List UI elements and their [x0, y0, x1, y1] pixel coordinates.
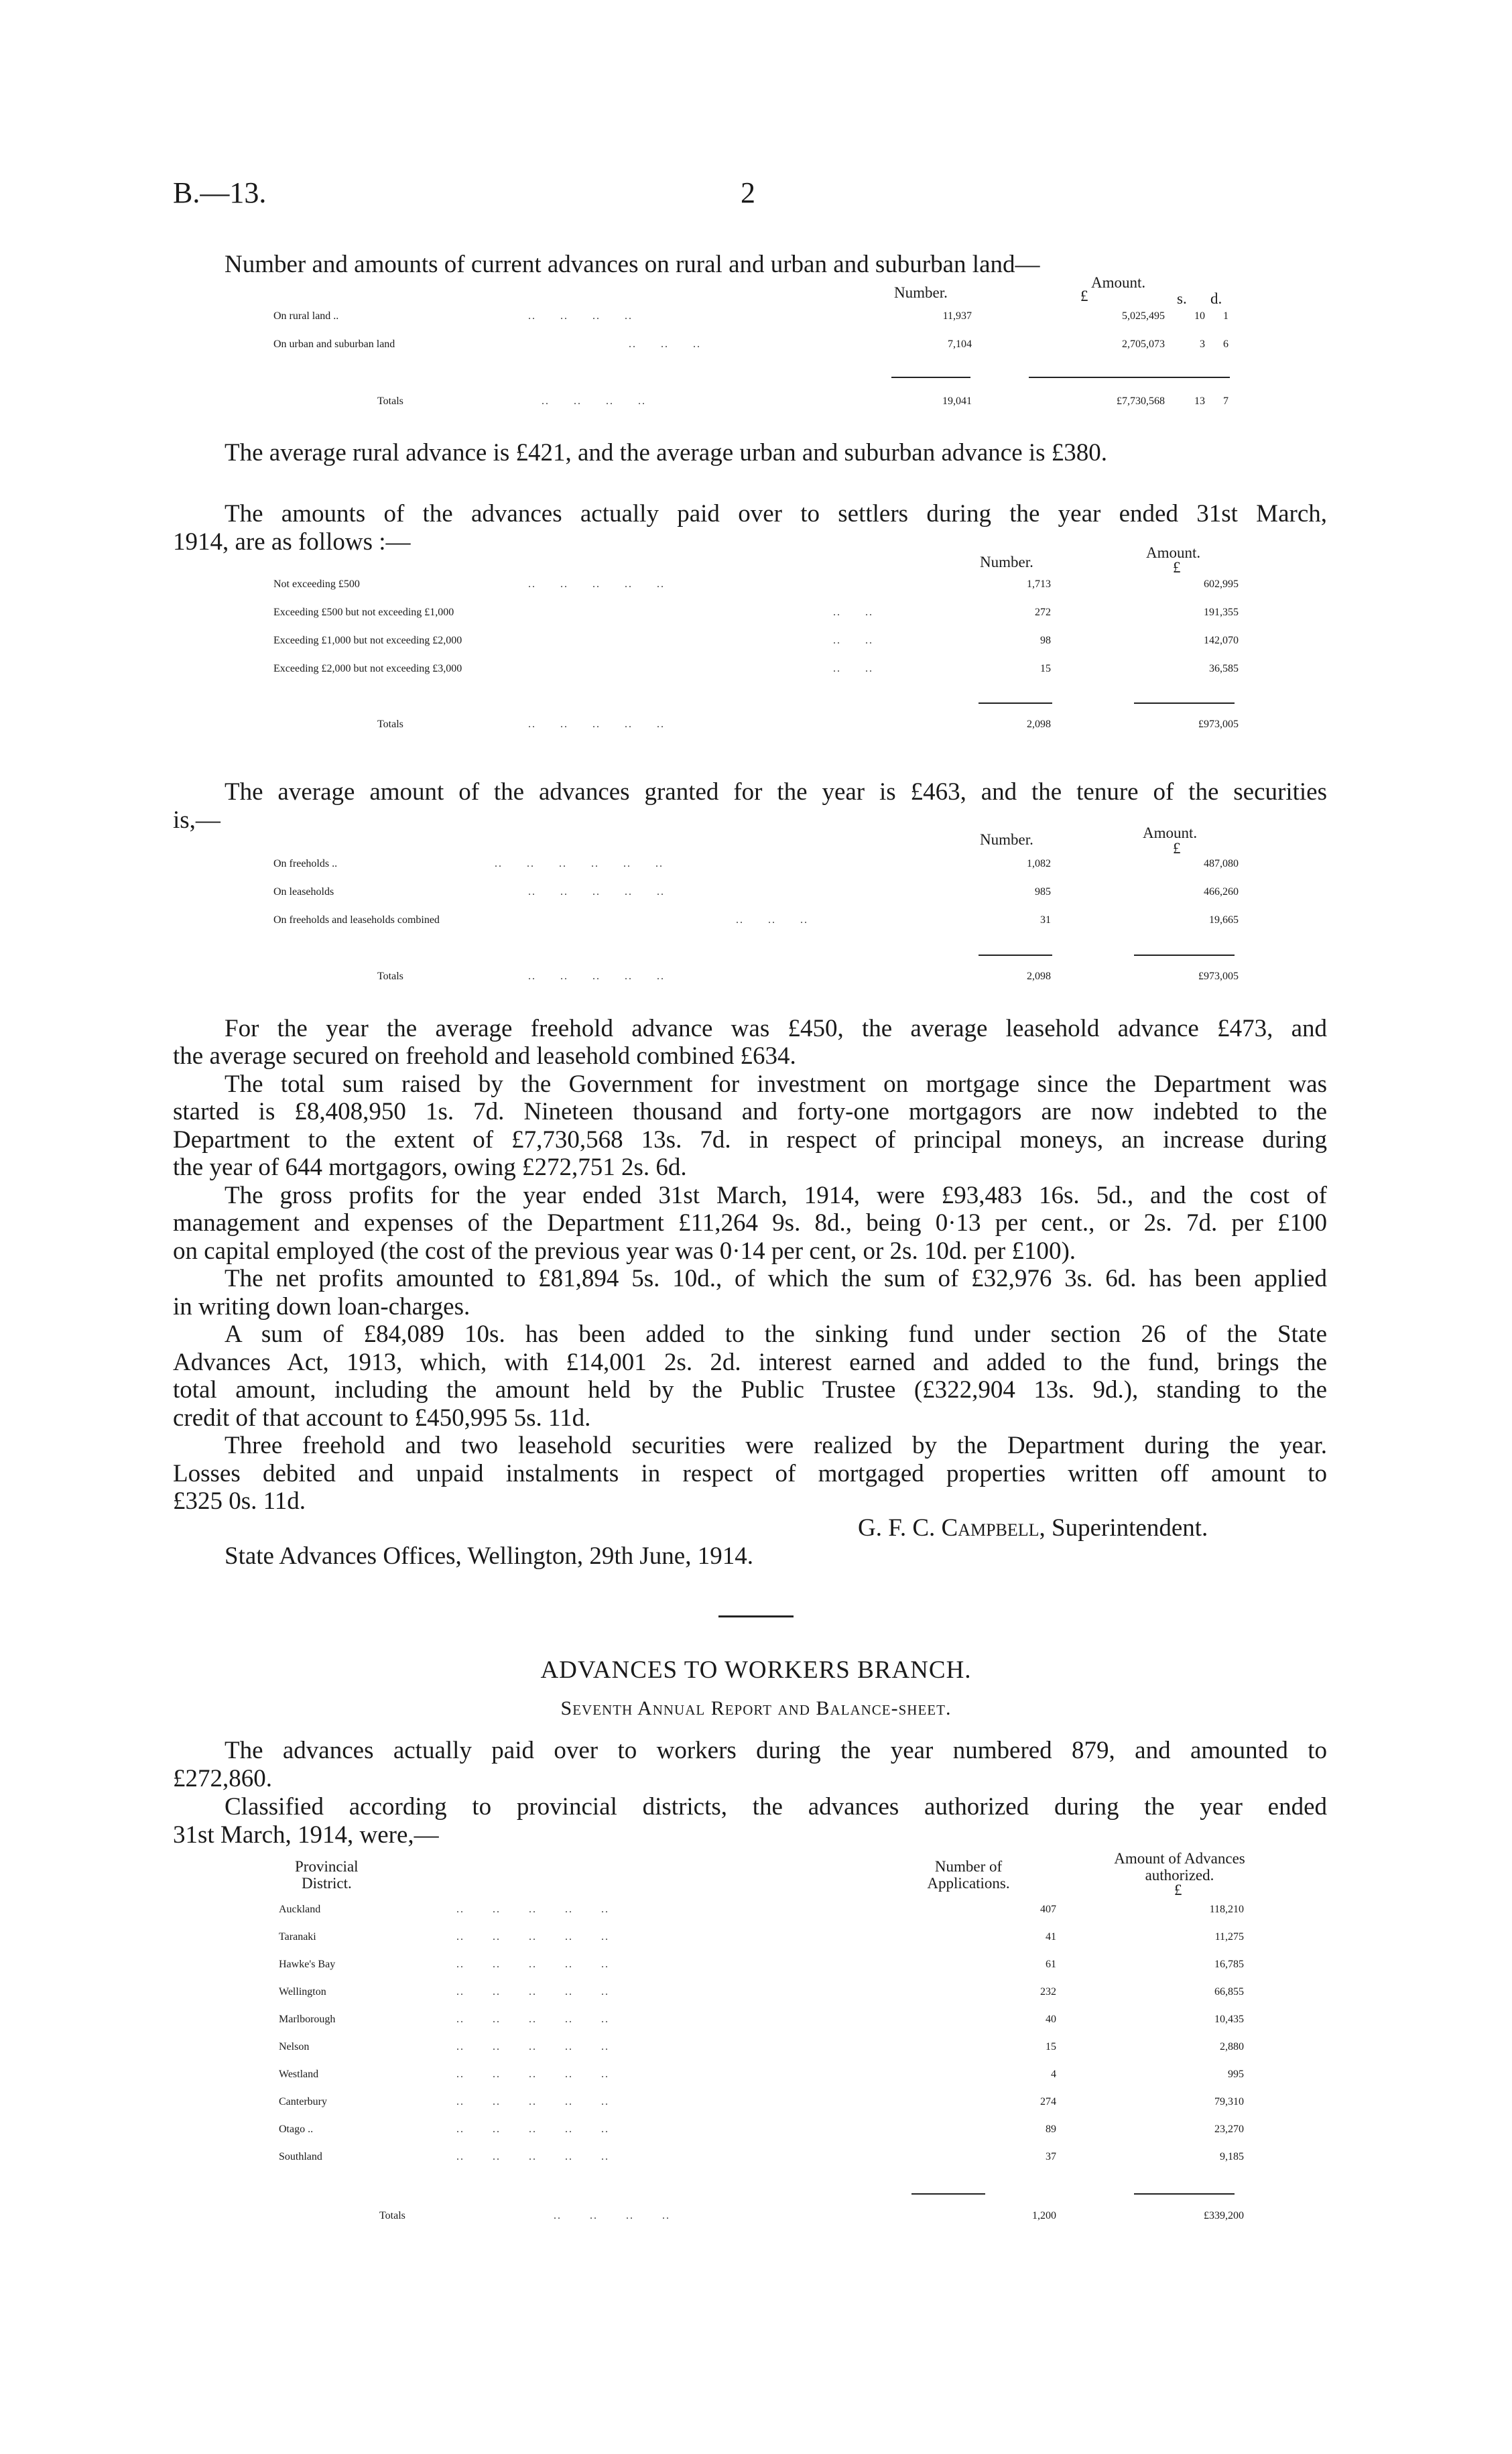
- applications-count: 37: [1046, 2151, 1056, 2162]
- district-name: Taranaki: [279, 1931, 316, 1943]
- current-advances-col-amount: Amount.: [1091, 274, 1146, 291]
- row-amount: 602,995: [1204, 578, 1239, 590]
- col-district-line2: District.: [302, 1875, 352, 1892]
- leader-dots: .. .. .. ..: [554, 2210, 670, 2221]
- workers-branch-subtitle: Seventh Annual Report and Balance-sheet.: [560, 1697, 952, 1719]
- leader-dots: .. .. .. .. ..: [456, 2014, 609, 2025]
- paid-over-col-amount: Amount.: [1146, 544, 1201, 561]
- sinking-fund-paragraph-line: credit of that account to £450,995 5s. 11d.: [173, 1404, 591, 1432]
- totals-number: 19,041: [942, 395, 972, 407]
- section-divider: [718, 1615, 794, 1617]
- sinking-fund-paragraph-line: Advances Act, 1913, which, with £14,001 2s. 2d. interest earned and added to the fund, brings the: [173, 1349, 1327, 1376]
- row-pounds: 2,705,073: [1122, 339, 1165, 350]
- table-row: [273, 339, 1228, 367]
- totals-amount: £973,005: [1198, 971, 1239, 982]
- applications-count: 407: [1040, 1904, 1056, 1915]
- table-row: [279, 2014, 1244, 2042]
- district-name: Nelson: [279, 2041, 310, 2052]
- table-row: [279, 2124, 1244, 2152]
- table-row: [279, 1959, 1244, 1987]
- leader-dots: .. ..: [833, 635, 873, 646]
- leader-dots: .. .. .. .. ..: [528, 578, 665, 590]
- leader-dots: .. .. .. .. ..: [456, 1959, 609, 1970]
- table-row: [279, 2041, 1244, 2069]
- net-profits-paragraph-line: The net profits amounted to £81,894 5s. 10d., of which the sum of £32,976 3s. 6d. has been applied: [225, 1265, 1327, 1292]
- leader-dots: .. .. .. .. ..: [456, 1931, 609, 1943]
- district-name: Marlborough: [279, 2014, 336, 2025]
- tenure-intro-line2: is,—: [173, 806, 220, 834]
- col-amount-line1: Amount of Advances: [1114, 1850, 1245, 1867]
- total-sum-paragraph-line: Department to the extent of £7,730,568 13s. 7d. in respect of principal moneys, an increase during: [173, 1126, 1327, 1154]
- current-advances-unit-shillings: s.: [1177, 290, 1187, 307]
- totals-shillings: 13: [1194, 395, 1205, 407]
- applications-count: 40: [1046, 2014, 1056, 2025]
- advance-amount: 995: [1228, 2069, 1244, 2080]
- row-number: 985: [1035, 886, 1051, 898]
- applications-count: 15: [1046, 2041, 1056, 2052]
- col-district-line1: Provincial: [295, 1858, 359, 1875]
- district-name: Canterbury: [279, 2096, 327, 2107]
- row-pence: 1: [1223, 310, 1228, 322]
- col-applications-line2: Applications.: [927, 1875, 1010, 1892]
- signatory-title: , Superintendent.: [1039, 1514, 1208, 1542]
- current-advances-unit-pence: d.: [1210, 290, 1222, 307]
- advance-amount: 66,855: [1214, 1986, 1244, 1998]
- net-profits-paragraph-line: in writing down loan-charges.: [173, 1293, 470, 1321]
- advance-amount: 23,270: [1214, 2124, 1244, 2135]
- gross-profits-paragraph-line: on capital employed (the cost of the previous year was 0·14 per cent, or 2s. 10d. per £100).: [173, 1237, 1076, 1265]
- table-row: [279, 1904, 1244, 1932]
- row-pounds: 5,025,495: [1122, 310, 1165, 322]
- advance-amount: 118,210: [1209, 1904, 1244, 1915]
- table-row: [273, 310, 1228, 339]
- totals-amount: £339,200: [1204, 2210, 1244, 2221]
- advance-amount: 10,435: [1214, 2014, 1244, 2025]
- row-number: 31: [1040, 914, 1051, 926]
- workers-paragraph-line: £272,860.: [173, 1765, 272, 1792]
- document-code: B.—13.: [173, 176, 267, 209]
- row-label: Exceeding £2,000 but not exceeding £3,000: [273, 663, 462, 674]
- row-number: 15: [1040, 663, 1051, 674]
- district-name: Westland: [279, 2069, 319, 2080]
- tenure-col-number: Number.: [980, 831, 1033, 848]
- total-sum-paragraph-line: the year of 644 mortgagors, owing £272,751 2s. 6d.: [173, 1154, 687, 1181]
- row-label: On rural land ..: [273, 310, 339, 322]
- signatory-name: G. F. C. Campbell: [858, 1514, 1040, 1542]
- totals-number: 2,098: [1027, 971, 1051, 982]
- workers-paragraph-line: The advances actually paid over to workers during the year numbered 879, and amounted to: [225, 1737, 1327, 1764]
- tenure-unit: £: [1173, 840, 1181, 857]
- totals-label: Totals: [377, 395, 403, 407]
- freehold-paragraph-line: the average secured on freehold and leasehold combined £634.: [173, 1042, 796, 1070]
- subtotal-rule: [1029, 377, 1230, 378]
- row-number: 98: [1040, 635, 1051, 646]
- applications-count: 274: [1040, 2096, 1056, 2107]
- row-label: Not exceeding £500: [273, 578, 360, 590]
- subtotal-rule: [1134, 2193, 1235, 2195]
- current-advances-col-number: Number.: [894, 284, 948, 301]
- row-shillings: 3: [1200, 339, 1205, 350]
- table-row: [279, 2151, 1244, 2179]
- row-amount: 19,665: [1209, 914, 1239, 926]
- row-number: 1,713: [1027, 578, 1051, 590]
- advance-amount: 11,275: [1214, 1931, 1244, 1943]
- district-name: Otago ..: [279, 2124, 314, 2135]
- row-pence: 6: [1223, 339, 1228, 350]
- district-name: Southland: [279, 2151, 322, 2162]
- totals-applications: 1,200: [1032, 2210, 1056, 2221]
- totals-amount: £973,005: [1198, 719, 1239, 730]
- applications-count: 41: [1046, 1931, 1056, 1943]
- average-advance-note: The average rural advance is £421, and the average urban and suburban advance is £380.: [225, 439, 1108, 467]
- securities-paragraph-line: £325 0s. 11d.: [173, 1487, 306, 1515]
- leader-dots: .. .. .. .. ..: [528, 719, 665, 730]
- district-name: Hawke's Bay: [279, 1959, 336, 1970]
- row-amount: 191,355: [1204, 607, 1239, 618]
- freehold-paragraph-line: For the year the average freehold advance was £450, the average leasehold advance £473, and: [225, 1015, 1327, 1042]
- page-number: 2: [741, 176, 755, 209]
- gross-profits-paragraph-line: The gross profits for the year ended 31st March, 1914, were £93,483 16s. 5d., and the cost of: [225, 1182, 1327, 1209]
- subtotal-rule: [891, 377, 970, 378]
- leader-dots: .. .. .. .. .. ..: [495, 858, 664, 869]
- place-and-date: State Advances Offices, Wellington, 29th June, 1914.: [225, 1542, 753, 1570]
- district-name: Auckland: [279, 1904, 321, 1915]
- tenure-col-amount: Amount.: [1143, 824, 1198, 841]
- leader-dots: .. .. ..: [629, 339, 701, 350]
- row-amount: 142,070: [1204, 635, 1239, 646]
- sinking-fund-paragraph-line: A sum of £84,089 10s. has been added to the sinking fund under section 26 of the State: [225, 1321, 1327, 1348]
- row-amount: 487,080: [1204, 858, 1239, 869]
- row-amount: 466,260: [1204, 886, 1239, 898]
- tenure-intro-line1: The average amount of the advances granted for the year is £463, and the tenure of the securities: [225, 778, 1327, 806]
- table-row: [279, 2069, 1244, 2097]
- advance-amount: 16,785: [1214, 1959, 1244, 1970]
- totals-label: Totals: [379, 2210, 405, 2221]
- row-number: 1,082: [1027, 858, 1051, 869]
- col-amount-line2: authorized.: [1145, 1867, 1214, 1884]
- col-applications-line1: Number of: [934, 1858, 1003, 1875]
- row-number: 272: [1035, 607, 1051, 618]
- totals-row: [273, 719, 1239, 747]
- leader-dots: .. .. .. .. ..: [456, 2069, 609, 2080]
- leader-dots: .. .. ..: [736, 914, 808, 926]
- current-advances-unit-pounds: £: [1080, 288, 1088, 304]
- sinking-fund-paragraph-line: total amount, including the amount held by the Public Trustee (£322,904 13s. 9d.), standing to the: [173, 1376, 1327, 1404]
- table-row: [273, 635, 1239, 663]
- paid-over-unit: £: [1173, 559, 1181, 576]
- workers-paragraph-line: 31st March, 1914, were,—: [173, 1821, 439, 1849]
- table-row: [273, 578, 1239, 607]
- applications-count: 61: [1046, 1959, 1056, 1970]
- totals-pounds: £7,730,568: [1117, 395, 1165, 407]
- securities-paragraph-line: Three freehold and two leasehold securities were realized by the Department during the year.: [225, 1432, 1327, 1459]
- row-label: Exceeding £500 but not exceeding £1,000: [273, 607, 454, 618]
- paid-over-intro-line1: The amounts of the advances actually paid over to settlers during the year ended 31st March,: [225, 500, 1327, 528]
- workers-paragraph-line: Classified according to provincial districts, the advances authorized during the year ended: [225, 1793, 1327, 1821]
- leader-dots: .. .. .. .. ..: [456, 2124, 609, 2135]
- row-number: 7,104: [948, 339, 972, 350]
- table-row: [279, 1986, 1244, 2014]
- advance-amount: 79,310: [1214, 2096, 1244, 2107]
- row-amount: 36,585: [1209, 663, 1239, 674]
- table-row: [279, 2096, 1244, 2124]
- totals-row: [273, 395, 1228, 424]
- row-label: Exceeding £1,000 but not exceeding £2,000: [273, 635, 462, 646]
- totals-row: [273, 971, 1239, 999]
- row-label: On urban and suburban land: [273, 339, 395, 350]
- leader-dots: .. ..: [833, 663, 873, 674]
- leader-dots: .. .. .. ..: [528, 310, 633, 322]
- leader-dots: .. .. .. .. ..: [528, 886, 665, 898]
- table-row: [279, 1931, 1244, 1959]
- totals-pence: 7: [1223, 395, 1228, 407]
- table-row: [273, 607, 1239, 635]
- leader-dots: .. .. .. ..: [542, 395, 646, 407]
- gross-profits-paragraph-line: management and expenses of the Department £11,264 9s. 8d., being 0·13 per cent., or 2s. 7d. per £100: [173, 1209, 1327, 1237]
- subtotal-rule: [911, 2193, 985, 2195]
- table-row: [273, 914, 1239, 942]
- row-shillings: 10: [1194, 310, 1205, 322]
- subtotal-rule: [1134, 955, 1235, 956]
- subtotal-rule: [979, 702, 1052, 704]
- totals-label: Totals: [377, 719, 403, 730]
- totals-number: 2,098: [1027, 719, 1051, 730]
- paid-over-col-number: Number.: [980, 554, 1033, 570]
- current-advances-intro: Number and amounts of current advances on rural and urban and suburban land—: [225, 251, 1040, 278]
- workers-branch-title: ADVANCES TO WORKERS BRANCH.: [540, 1656, 972, 1684]
- subtotal-rule: [979, 955, 1052, 956]
- table-row: [273, 663, 1239, 691]
- leader-dots: .. .. .. .. ..: [456, 2151, 609, 2162]
- leader-dots: .. ..: [833, 607, 873, 618]
- signature: [858, 1514, 1208, 1542]
- totals-row: [279, 2210, 1244, 2238]
- row-label: On freeholds ..: [273, 858, 338, 869]
- applications-count: 232: [1040, 1986, 1056, 1998]
- leader-dots: .. .. .. .. ..: [456, 2041, 609, 2052]
- district-name: Wellington: [279, 1986, 326, 1998]
- leader-dots: .. .. .. .. ..: [528, 971, 665, 982]
- col-amount-unit: £: [1174, 1882, 1182, 1898]
- advance-amount: 9,185: [1220, 2151, 1244, 2162]
- row-number: 11,937: [942, 310, 972, 322]
- leader-dots: .. .. .. .. ..: [456, 2096, 609, 2107]
- leader-dots: .. .. .. .. ..: [456, 1904, 609, 1915]
- totals-label: Totals: [377, 971, 403, 982]
- table-row: [273, 858, 1239, 886]
- leader-dots: .. .. .. .. ..: [456, 1986, 609, 1998]
- subtotal-rule: [1134, 702, 1235, 704]
- table-row: [273, 886, 1239, 914]
- total-sum-paragraph-line: The total sum raised by the Government for investment on mortgage since the Department was: [225, 1070, 1327, 1098]
- row-label: On freeholds and leaseholds combined: [273, 914, 440, 926]
- applications-count: 89: [1046, 2124, 1056, 2135]
- advance-amount: 2,880: [1220, 2041, 1244, 2052]
- applications-count: 4: [1051, 2069, 1056, 2080]
- paid-over-intro-line2: 1914, are as follows :—: [173, 528, 411, 556]
- row-label: On leaseholds: [273, 886, 334, 898]
- total-sum-paragraph-line: started is £8,408,950 1s. 7d. Nineteen thousand and forty-one mortgagors are now indebted to the: [173, 1098, 1327, 1125]
- securities-paragraph-line: Losses debited and unpaid instalments in respect of mortgaged properties written off amount to: [173, 1460, 1327, 1487]
